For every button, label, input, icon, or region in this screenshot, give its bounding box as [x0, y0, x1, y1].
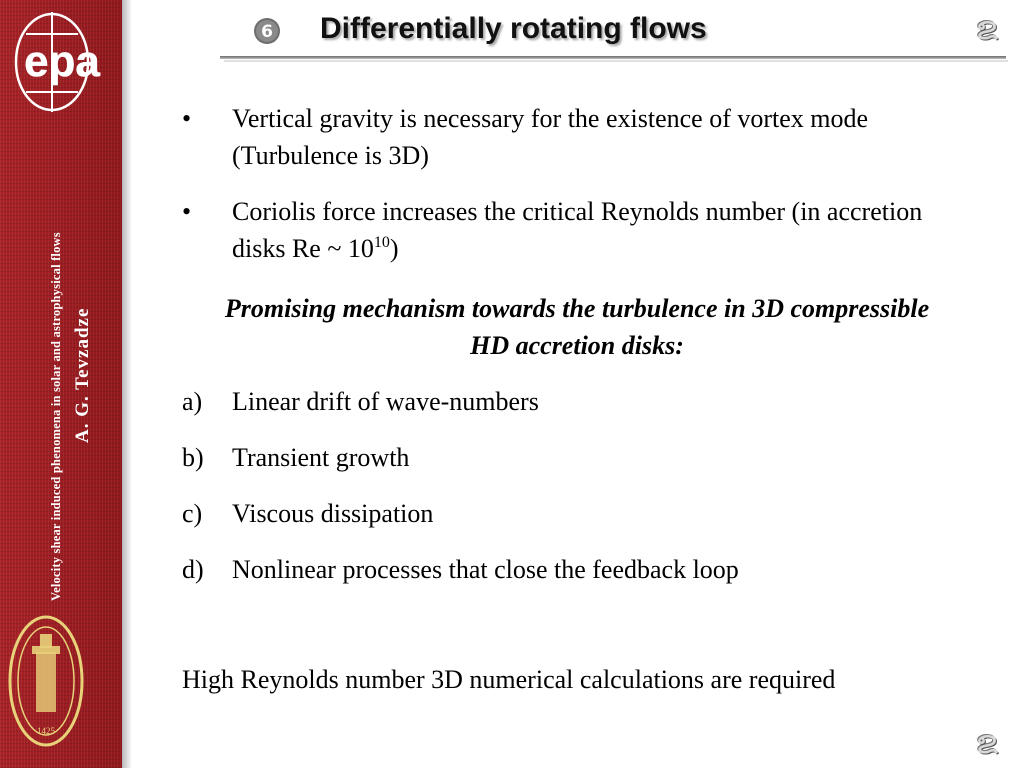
- title-rule: [220, 56, 1006, 59]
- highlight-statement: Promising mechanism towards the turbulence in 3D compressible HD accretion disks:: [224, 294, 930, 360]
- slide-number: 6: [261, 22, 273, 42]
- bullet-text: Coriolis force increases the critical Reynolds number (in accretion disks Re ~ 10: [232, 197, 923, 263]
- step-text: Viscous dissipation: [232, 499, 434, 528]
- bullet-text-end: ): [389, 234, 399, 263]
- step-text: Linear drift of wave-numbers: [232, 387, 539, 416]
- slide-content: [182, 100, 982, 607]
- step-marker: c): [182, 499, 203, 528]
- bullet-text: Vertical gravity is necessary for the existence of vortex mode (Turbulence is 3D): [232, 104, 869, 170]
- university-seal: [6, 612, 86, 750]
- slide-number-icon: [253, 17, 281, 45]
- seal-year: 1425: [37, 726, 55, 736]
- step-item: [182, 551, 982, 588]
- step-marker: b): [182, 443, 204, 472]
- slide-title: Differentially rotating flows: [320, 12, 707, 45]
- title-rule-shadow: [224, 60, 1008, 62]
- bullet-item: [182, 100, 982, 174]
- step-text: Nonlinear processes that close the feedback loop: [232, 555, 739, 584]
- sidebar-shadow: [122, 0, 132, 768]
- corner-ornament-icon: ຂ: [976, 9, 998, 47]
- step-item: [182, 495, 982, 532]
- epa-logo: [10, 10, 120, 114]
- conclusion-text: High Reynolds number 3D numerical calculations are required: [182, 665, 836, 694]
- corner-ornament-icon-bottom: ຂ: [976, 723, 998, 761]
- step-text: Transient growth: [232, 443, 410, 472]
- bullet-item: [182, 193, 982, 271]
- sidebar-author: A. G. Tevzadze: [72, 307, 93, 443]
- bullet-marker: •: [182, 104, 192, 133]
- logo-text: epa: [24, 37, 100, 86]
- step-item: [182, 439, 982, 476]
- step-marker: a): [182, 387, 203, 416]
- bullet-marker: •: [182, 197, 192, 226]
- step-marker: d): [182, 555, 204, 584]
- sidebar-subtitle: Velocity shear induced phenomena in solar and astrophysical flows: [49, 232, 63, 601]
- step-item: [182, 383, 982, 420]
- bullet-exponent: 10: [373, 234, 390, 251]
